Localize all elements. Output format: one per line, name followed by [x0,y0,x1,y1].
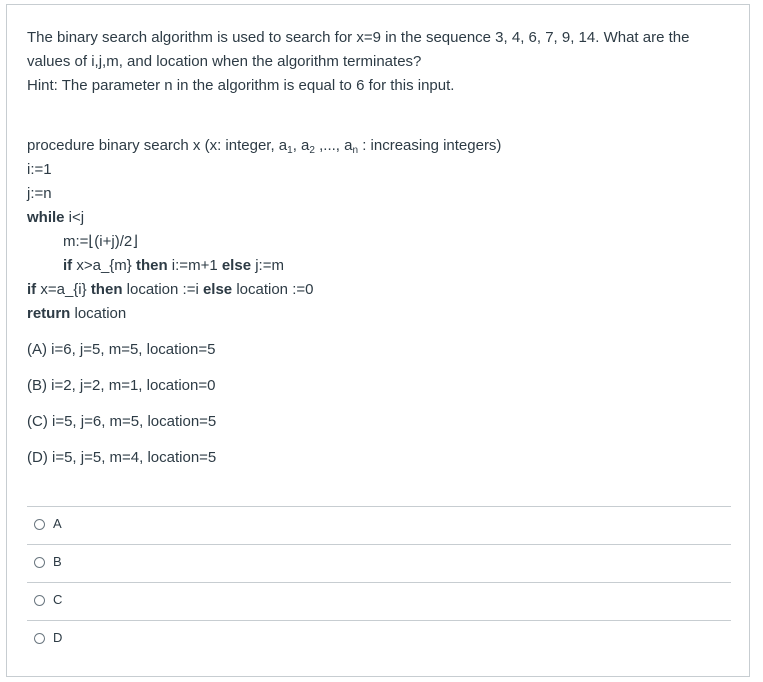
option-b-text: (B) i=2, j=2, m=1, location=0 [27,377,216,394]
radio-button-b[interactable] [34,557,45,568]
answer-choice-d[interactable] [27,620,731,658]
hint-text: Hint: The parameter n in the algorithm is equal to 6 for this input. [27,77,455,94]
option-a-text: (A) i=6, j=5, m=5, location=5 [27,341,216,358]
code-line-if1: if x>a_{m} then i:=m+1 else j:=m [63,257,284,274]
answer-label-a[interactable]: A [53,516,62,531]
answer-label-d[interactable]: D [53,630,63,645]
radio-button-d[interactable] [34,633,45,644]
question-text-line2: values of i,j,m, and location when the algorithm terminates? [27,53,422,70]
code-line-while: while i<j [27,209,85,226]
answer-label-b[interactable]: B [53,554,62,569]
code-line-m: m:=⌊(i+j)/2⌋ [63,233,139,250]
answer-choice-c[interactable] [27,582,731,620]
radio-button-c[interactable] [34,595,45,606]
option-d-text: (D) i=5, j=5, m=4, location=5 [27,449,217,466]
code-line-return: return location [27,305,127,322]
code-line-i: i:=1 [27,161,52,178]
code-line-j: j:=n [27,185,52,202]
code-line-if2: if x=a_{i} then location :=i else location :=0 [27,281,314,298]
answer-label-c[interactable]: C [53,592,63,607]
radio-button-a[interactable] [34,519,45,530]
question-text-line1: The binary search algorithm is used to search for x=9 in the sequence 3, 4, 6, 7, 9, 14. What are the [27,29,690,46]
procedure-header: procedure binary search x (x: integer, $a_1$, $a_2$ ,..., $a_n$ : increasing integers) [27,137,502,156]
answer-choice-a[interactable] [27,506,731,544]
answer-choice-b[interactable] [27,544,731,582]
option-c-text: (C) i=5, j=6, m=5, location=5 [27,413,217,430]
